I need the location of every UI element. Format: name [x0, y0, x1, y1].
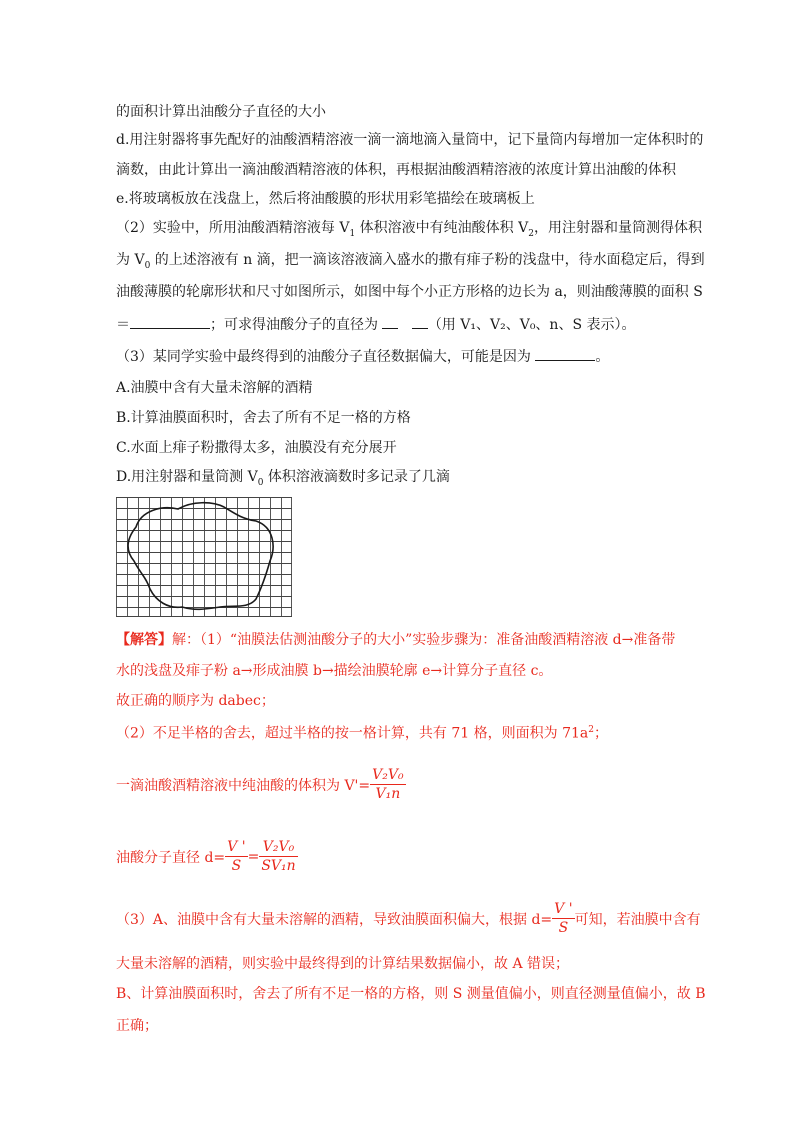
- answer-line-2: 水的浅盘及痱子粉 a→形成油膜 b→描绘油膜轮廓 e→计算分子直径 c。: [116, 663, 553, 679]
- line-8: ＝ ；可求得油酸分子的直径为 （用 V₁、V₂、V₀、n、S 表示）。: [116, 314, 636, 335]
- option-c: C.水面上痱子粉撒得太多，油膜没有充分展开: [116, 440, 397, 456]
- answer-blank-d1: [382, 314, 398, 329]
- line-9: （3）某同学实验中最终得到的油酸分子直径数据偏大，可能是因为 。: [116, 346, 609, 367]
- line-6: 为 $V_0$ 的上述溶液有 n 滴，把一滴该溶液滴入盛水的撒有痱子粉的浅盘中，待水面稳定后，得到: [116, 252, 705, 271]
- line-2: d.用注射器将事先配好的油酸酒精溶液一滴一滴地滴入量筒中，记下量筒内每增加一定体积时的: [116, 132, 704, 148]
- line-3: 滴数，由此计算出一滴油酸酒精溶液的体积，再根据油酸酒精溶液的浓度计算出油酸的体积: [116, 162, 676, 178]
- oil-film-grid-figure: [116, 497, 292, 617]
- answer-line-7: B、计算油膜面积时，舍去了所有不足一格的方格，则 S 测量值偏小，则直径测量值偏小，故 B: [116, 986, 706, 1002]
- option-d: D.用注射器和量筒测 $V_0$ 体积溶液滴数时多记录了几滴: [116, 469, 450, 488]
- answer-line-6: 大量未溶解的酒精，则实验中最终得到的计算结果数据偏小，故 A 错误；: [116, 956, 570, 972]
- line-7: 油酸薄膜的轮廓形状和尺寸如图所示，如图中每个小正方形格的边长为 a，则油酸薄膜的面积 S: [116, 284, 703, 300]
- line-4: e.将玻璃板放在浅盘上，然后将油酸膜的形状用彩笔描绘在玻璃板上: [116, 191, 535, 207]
- answer-line-5: （3）A、油膜中含有大量未溶解的酒精，导致油膜面积偏大，根据 d= $\frac{V '}{S}$ 可知，若油膜中含有: [116, 901, 701, 936]
- line-5: （2）实验中，所用油酸酒精溶液每 $V_1$ 体积溶液中有纯油酸体积 $V_2$，用注射器和量筒测得体积: [116, 220, 702, 239]
- fraction-v-over-s: $\frac{V '}{S}$: [227, 839, 246, 874]
- answer-line-8: 正确；: [116, 1018, 158, 1034]
- answer-line-4: （2）不足半格的舍去，超过半格的按一格计算，共有 71 格，则面积为 $71a^2$；: [116, 725, 608, 742]
- fraction-diameter: $\frac{\text{V₂V₀}}{\text{SV₁n}}$: [261, 839, 296, 874]
- answer-blank-area: [130, 314, 210, 329]
- option-a: A.油膜中含有大量未溶解的酒精: [116, 380, 313, 396]
- fraction-v-prime: $\frac{\text{V₂V₀}}{\text{V₁n}}$: [372, 767, 404, 802]
- answer-line-1: 【解答】解：（1）“油膜法估测油酸分子的大小”实验步骤为：准备油酸酒精溶液 d→准备带: [116, 632, 676, 648]
- option-b: B.计算油膜面积时，舍去了所有不足一格的方格: [116, 410, 411, 426]
- answer-blank-d2: [412, 314, 428, 329]
- answer-line-3: 故正确的顺序为 dabec；: [116, 693, 275, 709]
- equation-2: 油酸分子直径 d= $\frac{V '}{S}$ = $\frac{\text{V₂V₀}}{\text{SV₁n}}$: [116, 839, 296, 874]
- grid-lines: [116, 497, 292, 617]
- line-1: 的面积计算出油酸分子直径的大小: [116, 104, 326, 120]
- fraction-d-formula: $\frac{V '}{S}$: [554, 901, 573, 936]
- answer-blank-reason: [535, 346, 595, 361]
- equation-1: 一滴油酸酒精溶液中纯油酸的体积为 V'= $\frac{\text{V₂V₀}}{\text{V₁n}}$: [116, 767, 404, 802]
